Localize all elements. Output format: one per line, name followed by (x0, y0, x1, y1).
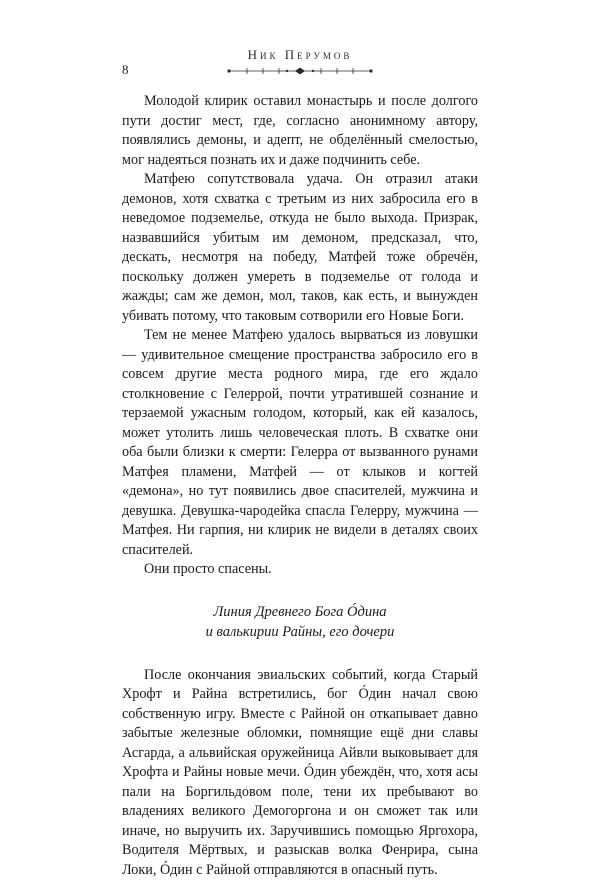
paragraph: Тем не менее Матфею удалось вырваться из ловушки — удивительное смещение пространства забросило его в совсем другие места родного мира, где его ждало столкновение с Гелеррой, почти утратившей сознание и терзаемой ужасным голодом, который, как ей казалось, может утолить лишь человеческая плоть. В схватке они оба были близки к смерти: Гелерра от вызванного рунами Матфея пламени, Матфей — от клыков и когтей «демона», но тут появились двое спасителей, мужчина и девушка. Девушка-чародейка спасла Гелерру, мужчина — Матфея. Ни гарпия, ни клирик не видели в деталях своих спасителей. (122, 326, 478, 560)
paragraph: Молодой клирик оставил монастырь и после долгого пути достиг мест, где, согласно анонимному автору, появлялись демоны, и адепт, не обделённый смелостью, мог надеяться познать их и даже подчинить себе. (122, 92, 478, 170)
running-header-author: Ник Перумов (120, 46, 480, 64)
page-number: 8 (122, 62, 129, 78)
section-heading (122, 602, 478, 642)
section-heading-line-1: Линия Древнего Бога Óдина (122, 602, 478, 622)
body-text (122, 92, 478, 880)
running-header (120, 46, 480, 76)
paragraph: После окончания эвиальских событий, когда Старый Хрофт и Райна встретились, бог Óдин начал свою собственную игру. Вместе с Райной он откапывает давно забытые железные обломки, помнящие ещё дни славы Асгарда, а альвийская оружейница Айвли выковывает для Хрофта и Райны новые мечи. Óдин убеждён, что, хотя асы пали на Боргильдовом поле, тени их пребывают во владениях великого Демогоргона и он сможет так или иначе, но выручить их. Заручившись помощью Яргохора, Водителя Мёртвых, и разыскав волка Фенрира, сына Локи, Óдин с Райной отправляются в опасный путь. (122, 666, 478, 880)
header-ornament (225, 66, 375, 76)
paragraph: Они просто спасены. (122, 560, 478, 580)
section-heading-line-2: и валькирии Райны, его дочери (122, 622, 478, 642)
paragraph: Матфею сопутствовала удача. Он отразил атаки демонов, хотя схватка с третьим из них забросила его в неведомое подземелье, откуда не было выхода. Призрак, назвавшийся убитым им демоном, предсказал, что, дескать, несмотря на победу, Матфей тоже обречён, поскольку должен умереть в подземелье от голода и жажды; сам же демон, мол, таков, как есть, и вынужден убивать потому, что таковым сотворили его Новые Боги. (122, 170, 478, 326)
